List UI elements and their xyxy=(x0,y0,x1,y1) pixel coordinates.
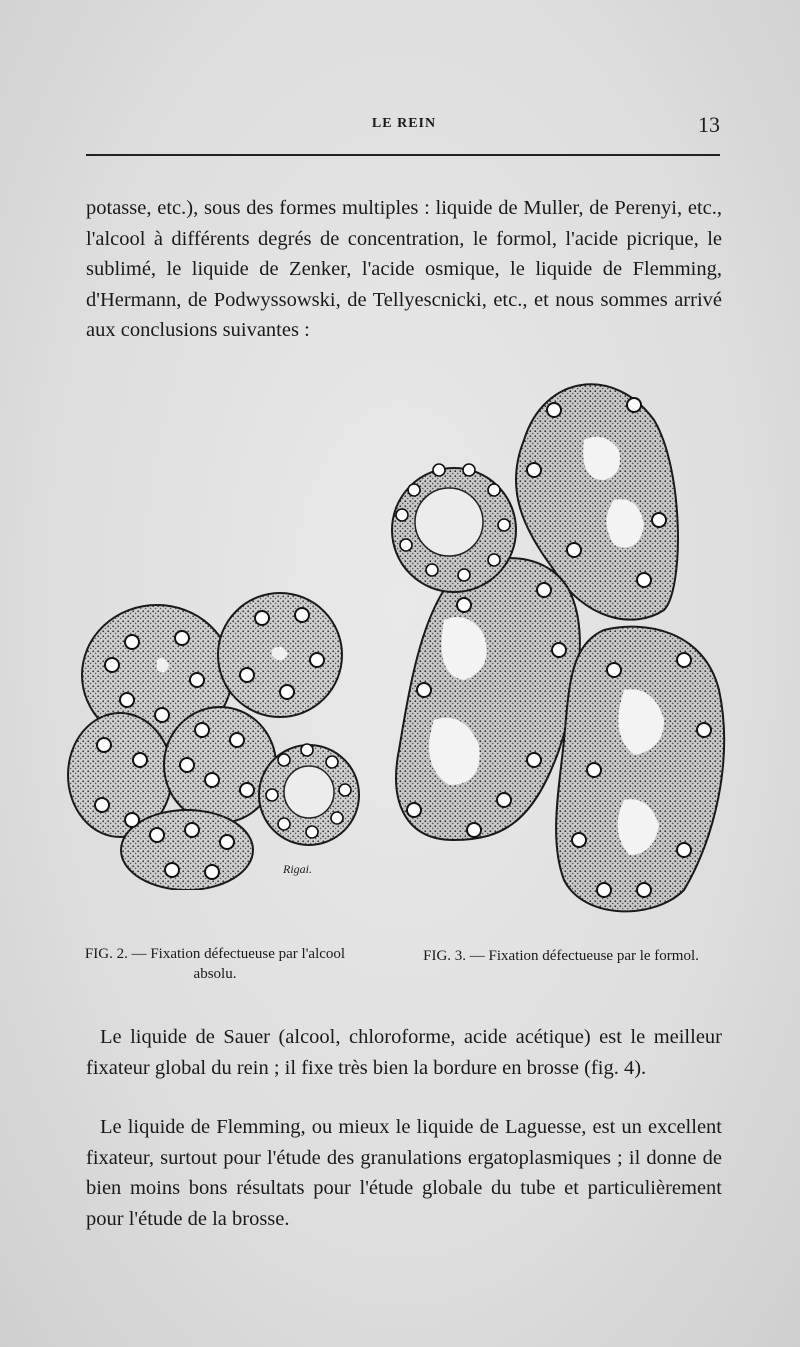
figure-3-caption: FIG. 3. — Fixation défectueuse par le formol. xyxy=(423,948,699,964)
figure-2-signature: Rigai. xyxy=(283,862,312,876)
paragraph: potasse, etc.), sous des formes multiples : liquide de Muller, de Perenyi, etc., l'alcool à différents degrés de concentration, le formol, l'acide picrique, le sublimé, le liquide de Zenker, l'acide osmique, le liquide de Flemming, d'Hermann, de Podwyssowski, de Tellyescnicki, etc., et nous sommes arrivé aux conclusions suivantes : xyxy=(86,197,722,341)
paragraph: Le liquide de Flemming, ou mieux le liquide de Laguesse, est un excellent fixateur, surtout pour l'étude des granulations ergatoplasmiques ; il donne de bien moins bons résultats pour l'étude globale du tube et particulièrement pour l'étude de la brosse. xyxy=(86,1116,722,1230)
figure-2-caption: FIG. 2. — Fixation défectueuse par l'alcool absolu. xyxy=(84,946,346,982)
paragraph: Le liquide de Sauer (alcool, chloroforme, acide acétique) est le meilleur fixateur global du rein ; il fixe très bien la bordure en brosse (fig. 4). xyxy=(86,1026,722,1079)
running-title: LE REIN xyxy=(371,116,437,131)
header-rule xyxy=(86,154,720,156)
figure-2-illustration xyxy=(62,580,362,890)
page-number: 13 xyxy=(698,112,720,137)
running-head xyxy=(88,112,720,142)
figure-3-illustration xyxy=(384,370,734,930)
